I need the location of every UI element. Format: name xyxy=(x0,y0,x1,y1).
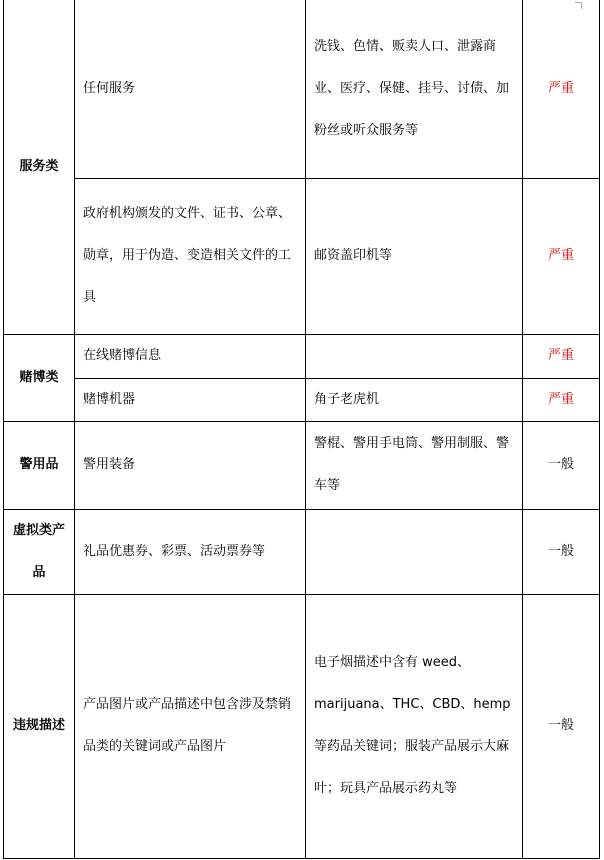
table-row xyxy=(4,0,600,178)
item-cell: 政府机构颁发的文件、证书、公章、勋章，用于伪造、变造相关文件的工具 xyxy=(75,178,306,334)
item-cell: 礼品优惠券、彩票、活动票券等 xyxy=(75,509,306,594)
item-cell: 警用装备 xyxy=(75,421,306,509)
example-cell: 电子烟描述中含有 weed、marijuana、THC、CBD、hemp 等药品关键词；服装产品展示大麻叶；玩具产品展示药丸等 xyxy=(306,594,523,858)
table-row xyxy=(4,509,600,594)
example-cell xyxy=(306,509,523,594)
table-row xyxy=(4,421,600,509)
category-cell: 服务类 xyxy=(4,0,75,334)
category-cell: 赌博类 xyxy=(4,334,75,421)
category-cell: 虚拟类产品 xyxy=(4,509,75,594)
item-cell: 产品图片或产品描述中包含涉及禁销品类的关键词或产品图片 xyxy=(75,594,306,858)
item-cell: 在线赌博信息 xyxy=(75,334,306,378)
example-cell: 邮资盖印机等 xyxy=(306,178,523,334)
table-row xyxy=(4,178,600,334)
severity-cell: 严重 xyxy=(523,334,600,378)
example-cell: 洗钱、色情、贩卖人口、泄露商业、医疗、保健、挂号、讨债、加粉丝或听众服务等 xyxy=(306,0,523,178)
severity-cell: 严重 xyxy=(523,378,600,421)
table-row xyxy=(4,378,600,421)
item-cell: 任何服务 xyxy=(75,0,306,178)
severity-cell: 一般 xyxy=(523,509,600,594)
category-cell: 违规描述 xyxy=(4,594,75,858)
category-cell: 警用品 xyxy=(4,421,75,509)
severity-cell: 一般 xyxy=(523,594,600,858)
example-cell: 警棍、警用手电筒、警用制服、警车等 xyxy=(306,421,523,509)
example-cell xyxy=(306,334,523,378)
prohibited-items-table xyxy=(3,0,600,859)
severity-cell: 严重 xyxy=(523,0,600,178)
table-row xyxy=(4,594,600,858)
item-cell: 赌博机器 xyxy=(75,378,306,421)
example-cell: 角子老虎机 xyxy=(306,378,523,421)
severity-cell: 严重 xyxy=(523,178,600,334)
severity-cell: 一般 xyxy=(523,421,600,509)
table-row xyxy=(4,334,600,378)
